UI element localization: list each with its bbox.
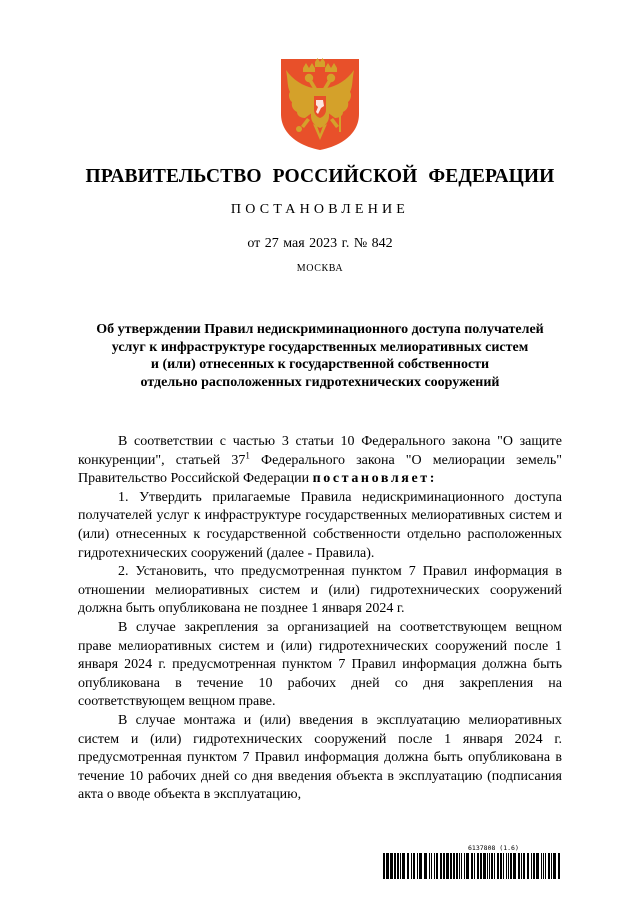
- decree-date-number: от 27 мая 2023 г. № 842: [247, 236, 393, 251]
- coat-of-arms-icon: [277, 56, 363, 152]
- barcode-number: 6137808 (1.6): [468, 844, 519, 852]
- preamble-text-continued: Федерального закона "О мелиорации земель" Правительство Российской Федерации: [78, 452, 562, 487]
- document-body: [78, 433, 562, 805]
- resolves-word: постановляет:: [312, 471, 437, 487]
- title-line: Об утверждении Правил недискриминационного доступа получателей: [96, 322, 544, 337]
- body-paragraph-2: 2. Установить, что предусмотренная пунктом 7 Правил информация в отношении мелиоративных систем и (или) гидротехнических сооружений должна быть опубликована не позднее 1 января 2024 г.: [78, 564, 562, 617]
- body-paragraph-preamble: [78, 433, 562, 489]
- government-title: ПРАВИТЕЛЬСТВО РОССИЙСКОЙ ФЕДЕРАЦИИ: [85, 166, 555, 187]
- preamble-text: В соответствии с частью 3 статьи 10 Федерального закона "О защите конкуренции", статьей 37: [78, 434, 562, 468]
- barcode-icon: [383, 853, 561, 879]
- article-superscript: 1: [245, 449, 250, 460]
- body-paragraph-4: В случае монтажа и (или) введения в эксплуатацию мелиоративных систем и (или) гидротехнических сооружений после 1 января 2024 г. предусмотренная пунктом 7 Правил информация должна быть опубликована в течение 10 рабочих дней со дня введения объекта в эксплуатацию (подписания акта о вводе объекта в эксплуатацию,: [78, 712, 562, 803]
- title-line: услуг к инфраструктуре государственных мелиоративных систем: [111, 339, 529, 355]
- body-paragraph-3: В случае закрепления за организацией на соответствующем вещном праве мелиоративных систем и (или) гидротехнических сооружений после 1 января 2024 г. предусмотренная пунктом 7 Правил информация должна быть опубликована в течение 10 рабочих дней со дня закрепления на соответствующем вещном праве.: [78, 619, 562, 710]
- title-line: и (или) отнесенных к государственной собственности: [150, 357, 490, 372]
- body-paragraph-1: 1. Утвердить прилагаемые Правила недискриминационного доступа получателей услуг к инфраструктуре государственных мелиоративных систем и (или) отнесенных к государственной собственности отдельно расположенных гидротехнических сооружений (далее - Правила).: [78, 489, 562, 561]
- title-line: отдельно расположенных гидротехнических сооружений: [140, 374, 500, 390]
- decree-heading: ПОСТАНОВЛЕНИЕ: [230, 202, 410, 217]
- decree-city: МОСКВА: [296, 263, 344, 274]
- document-title: [70, 321, 570, 391]
